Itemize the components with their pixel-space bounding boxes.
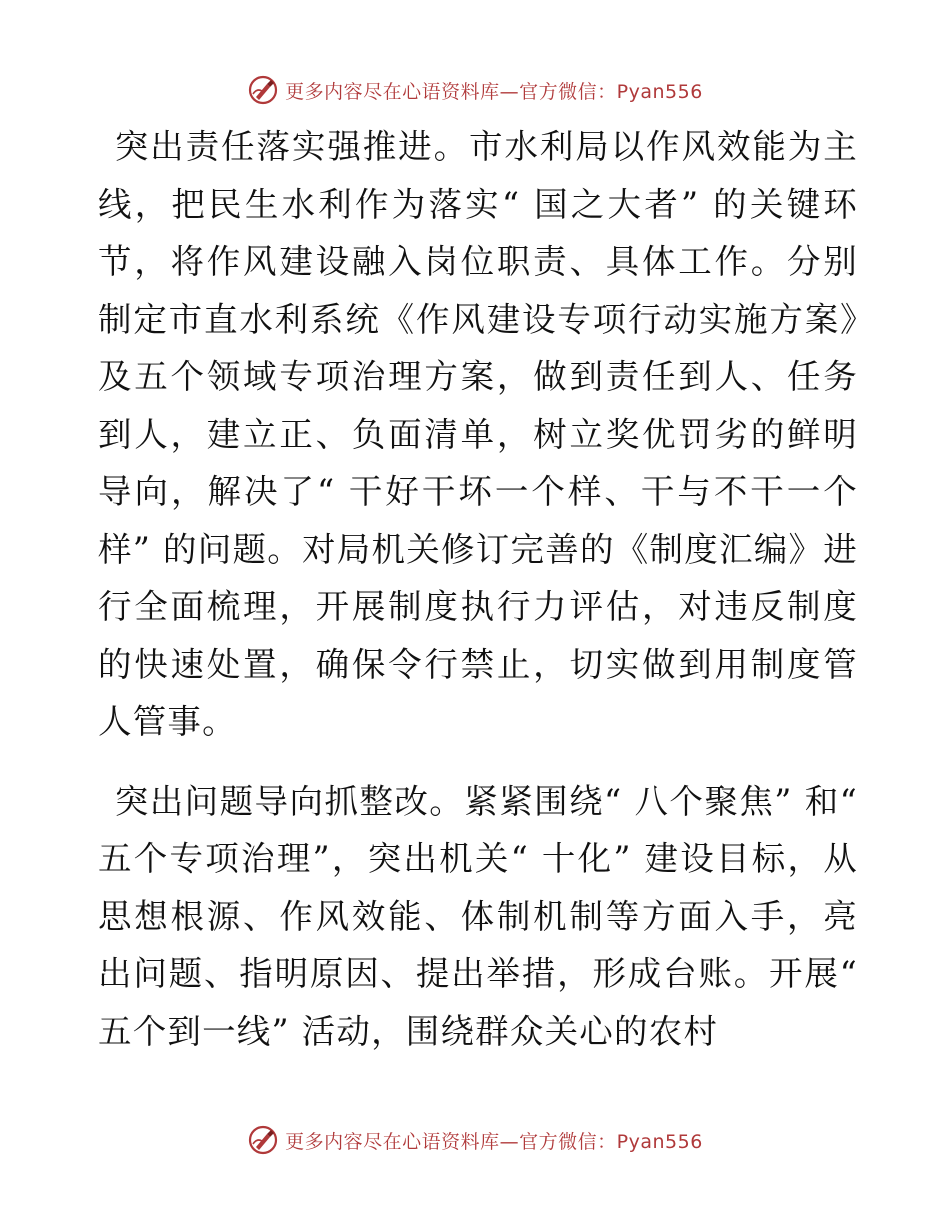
pen-logo-icon — [247, 1124, 279, 1156]
pen-logo-icon — [247, 74, 279, 106]
header-banner — [0, 70, 950, 110]
footer-banner — [0, 1120, 950, 1160]
banner-text: 更多内容尽在心语资料库—官方微信：Pyan556 — [285, 1130, 703, 1153]
paragraph: 突出责任落实强推进。市水利局以作风效能为主线，把民生水利作为落实“ 国之大者” 的关键环节，将作风建设融入岗位职责、具体工作。分别制定市直水利系统《作风建设专项行动实施方案》及五个领域专项治理方案，做到责任到人、任务到人，建立正、负面清单，树立奖优罚劣的鲜明导向，解决了“ 干好干坏一个样、干与不干一个样” 的问题。对局机关修订完善的《制度汇编》进行全面梳理，开展制度执行力评估，对违反制度的快速处置，确保令行禁止，切实做到用制度管人管事。 — [98, 127, 858, 741]
banner-text: 更多内容尽在心语资料库—官方微信：Pyan556 — [285, 80, 703, 103]
document-body — [98, 118, 858, 1060]
paragraph: 突出问题导向抓整改。紧紧围绕“ 八个聚焦” 和“ 五个专项治理”，突出机关“ 十化” 建设目标，从思想根源、作风效能、体制机制等方面入手，亮出问题、指明原因、提出举措，形成台账。开展“ 五个到一线” 活动，围绕群众关心的农村 — [98, 781, 858, 1051]
